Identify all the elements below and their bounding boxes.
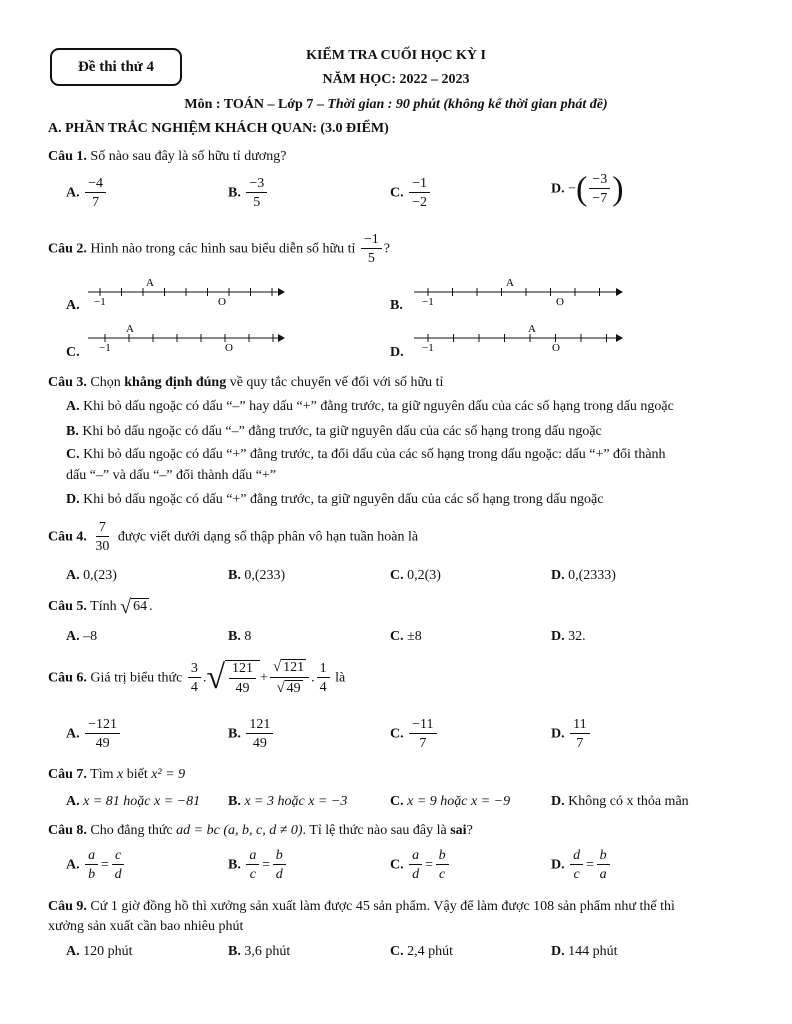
question-6: Câu 6. Giá trị biểu thức $\frac{3}{4}$ . √ $\frac{121}{49}$ + √ 121 √ 49 . $\frac{1}{4}$ là [48,659,346,697]
q2-d-left-label: −1 [422,342,434,354]
question-1: Câu 1. Số nào sau đây là số hữu tỉ dương? [48,149,287,164]
q2-b-point-label: A [506,277,514,289]
q8-option-c[interactable]: C. $\frac{a}{d}$ = $\frac{b}{c}$ [390,848,451,883]
q2-number-line-b [412,276,626,310]
q6-option-a[interactable]: A. $\frac{-121}{49}$ [66,717,122,752]
q2-d-point-label: A [528,323,536,335]
q2-d-zero-label: O [552,342,560,354]
q8-option-d[interactable]: D. $\frac{d}{c}$ = $\frac{b}{a}$ [551,848,612,883]
question-4: Câu 4. $\frac{7}{30}$ được viết dưới dạng số thập phân vô hạn tuần hoàn là [48,520,419,555]
q3-option-a[interactable]: A. Khi bỏ dấu ngoặc có dấu “–” hay dấu “+” đằng trước, ta giữ nguyên dấu của các số hạng trong dấu ngoặc [66,399,674,414]
question-9: Câu 9. Cứ 1 giờ đồng hồ thì xưởng sản xuất làm được 45 sản phẩm. Vậy để làm được 108 sản phẩm như thế thì [48,899,675,914]
q8-option-a[interactable]: A. $\frac{a}{b}$ = $\frac{c}{d}$ [66,848,127,883]
q2-b-zero-label: O [556,296,564,308]
q5-option-a[interactable]: A. –8 [66,629,98,644]
q9-option-d[interactable]: D. 144 phút [551,944,618,959]
q2-option-d-label[interactable]: D. [390,345,404,360]
question-2: Câu 2. Hình nào trong các hình sau biểu diễn số hữu tỉ $\frac{-1}{5}$ ? [48,232,391,267]
q2-number-line-d [412,322,626,356]
q7-option-d[interactable]: D. Không có x thỏa mãn [551,794,689,809]
exam-title: KIỂM TRA CUỐI HỌC KỲ I [306,48,486,63]
q2-option-a-label[interactable]: A. [66,298,80,313]
q1-option-d[interactable]: D. −( $\frac{-3}{-7}$ ) [551,170,624,208]
q2-c-left-label: −1 [99,342,111,354]
subject-line: Môn : TOÁN – Lớp 7 – Thời gian : 90 phút (không kể thời gian phát đề) [184,97,608,112]
q3-option-b[interactable]: B. Khi bỏ dấu ngoặc có dấu “–” đằng trước, ta giữ nguyên dấu của các số hạng trong dấu ngoặc [66,424,602,439]
q3-option-c[interactable]: C. Khi bỏ dấu ngoặc có dấu “+” đằng trước, ta đổi dấu của các số hạng trong dấu ngoặc: dấu “+” đổi thành [66,447,666,462]
q2-number-line-c [86,322,286,356]
q6-option-c[interactable]: C. $\frac{-11}{7}$ [390,717,439,752]
school-year: NĂM HỌC: 2022 – 2023 [322,72,470,87]
q9-option-b[interactable]: B. 3,6 phút [228,944,291,959]
q8-option-b[interactable]: B. $\frac{a}{c}$ = $\frac{b}{d}$ [228,848,288,883]
q3-option-d[interactable]: D. Khi bỏ dấu ngoặc có dấu “+” đằng trước, ta giữ nguyên dấu của các số hạng trong dấu ngoặc [66,492,604,507]
q5-option-c[interactable]: C. ±8 [390,629,422,644]
question-8: Câu 8. Cho đẳng thức ad = bc (a, b, c, d ≠ 0). Tỉ lệ thức nào sau đây là sai? [48,823,473,838]
q6-option-b[interactable]: B. $\frac{121}{49}$ [228,717,275,752]
q4-option-b[interactable]: B. 0,(233) [228,568,286,583]
q2-a-point-label: A [146,277,154,289]
q2-number-line-a [86,276,286,310]
q2-option-b-label[interactable]: B. [390,298,403,313]
question-7: Câu 7. Tìm x biết x² = 9 [48,767,186,782]
q2-option-c-label[interactable]: C. [66,345,80,360]
q2-c-zero-label: O [225,342,233,354]
q9-option-a[interactable]: A. 120 phút [66,944,133,959]
q5-option-b[interactable]: B. 8 [228,629,252,644]
exam-badge: Đề thi thử 4 [50,48,182,86]
q6-option-d[interactable]: D. $\frac{11}{7}$ [551,717,592,752]
question-5: Câu 5. Tính √ 64 . [48,596,153,618]
question-3: Câu 3. Chọn khẳng định đúng về quy tắc chuyển vế đối với số hữu tỉ [48,375,444,390]
q7-option-a[interactable]: A. x = 81 hoặc x = −81 [66,794,201,809]
q2-c-point-label: A [126,323,134,335]
q9-option-c[interactable]: C. 2,4 phút [390,944,454,959]
q5-option-d[interactable]: D. 32. [551,629,586,644]
q7-option-b[interactable]: B. x = 3 hoặc x = −3 [228,794,348,809]
q3-option-c-line2: dấu “–” và dấu “–” đổi thành dấu “+” [66,468,277,483]
q2-a-left-label: −1 [94,296,106,308]
q4-option-d[interactable]: D. 0,(2333) [551,568,616,583]
question-9-line2: xưởng sản xuất cần bao nhiêu phút [48,919,244,934]
q1-option-b[interactable]: B. $\frac{-3}{5}$ [228,176,269,211]
q1-option-c[interactable]: C. $\frac{-1}{-2}$ [390,176,432,211]
section-a-heading: A. PHẦN TRẮC NGHIỆM KHÁCH QUAN: (3.0 ĐIỂM) [48,121,389,136]
q2-b-left-label: −1 [422,296,434,308]
q4-option-c[interactable]: C. 0,2(3) [390,568,441,583]
q1-option-a[interactable]: A. $\frac{-4}{7}$ [66,176,108,211]
q7-option-c[interactable]: C. x = 9 hoặc x = −9 [390,794,511,809]
q4-option-a[interactable]: A. 0,(23) [66,568,117,583]
q2-a-zero-label: O [218,296,226,308]
